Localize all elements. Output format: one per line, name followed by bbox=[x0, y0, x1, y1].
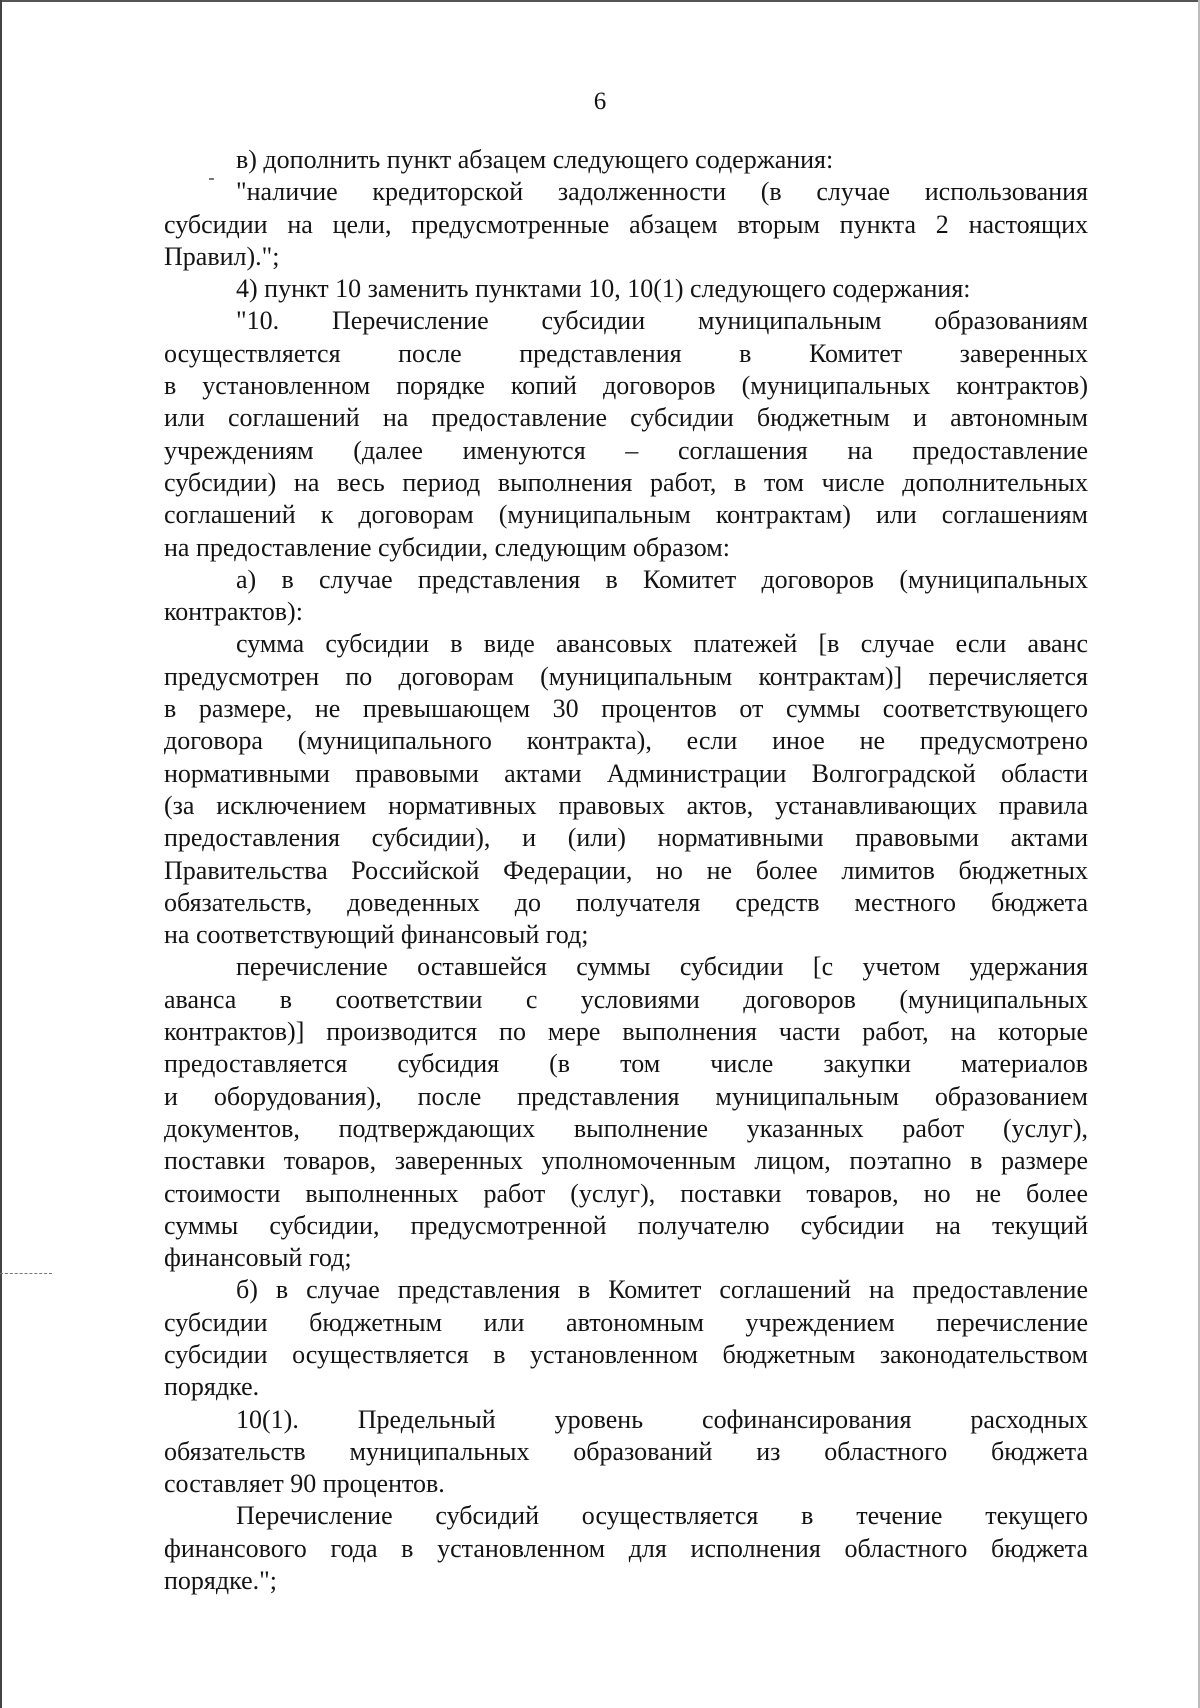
text-line: субсидии бюджетным или автономным учреждением перечисление bbox=[164, 1307, 1088, 1337]
text-line: в размере, не превышающем 30 процентов от суммы соответствующего bbox=[164, 694, 1088, 724]
text-line: стоимости выполненных работ (услуг), поставки товаров, но не более bbox=[164, 1178, 1088, 1208]
text-line: поставки товаров, заверенных уполномоченным лицом, поэтапно в размере bbox=[164, 1146, 1088, 1176]
text-line: предоставления субсидии), и (или) нормативными правовыми актами bbox=[164, 823, 1088, 853]
text-line: Перечисление субсидий осуществляется в течение текущего bbox=[236, 1501, 1088, 1531]
text-line: субсидии на цели, предусмотренные абзацем вторым пункта 2 настоящих bbox=[164, 209, 1088, 239]
text-line: обязательств муниципальных образований из областного бюджета bbox=[164, 1436, 1088, 1466]
text-line: перечисление оставшейся суммы субсидии [с учетом удержания bbox=[236, 952, 1088, 982]
text-line: финансовый год; bbox=[164, 1243, 352, 1273]
text-line: б) в случае представления в Комитет соглашений на предоставление bbox=[236, 1275, 1088, 1305]
scan-artifact-line bbox=[0, 1273, 52, 1274]
text-line: Правил)."; bbox=[164, 241, 280, 271]
scan-left-edge bbox=[0, 0, 2, 1708]
text-line: в) дополнить пункт абзацем следующего содержания: bbox=[236, 145, 834, 174]
page-number: 6 bbox=[593, 88, 607, 115]
text-line: на предоставление субсидии, следующим образом: bbox=[164, 532, 730, 562]
text-line: на соответствующий финансовый год; bbox=[164, 920, 589, 950]
text-line: или соглашений на предоставление субсидии бюджетным и автономным bbox=[164, 403, 1088, 433]
text-line: порядке. bbox=[164, 1372, 260, 1402]
text-line: аванса в соответствии с условиями договоров (муниципальных bbox=[164, 984, 1088, 1014]
text-line: суммы субсидии, предусмотренной получателю субсидии на текущий bbox=[164, 1210, 1088, 1240]
text-line: соглашений к договорам (муниципальным контрактам) или соглашениям bbox=[164, 500, 1088, 530]
text-line: учреждениям (далее именуются – соглашения на предоставление bbox=[164, 435, 1088, 465]
scan-top-edge bbox=[0, 0, 1200, 2]
text-line: финансового года в установленном для исполнения областного бюджета bbox=[164, 1533, 1088, 1563]
text-line: контрактов): bbox=[164, 597, 303, 627]
text-line: контрактов)] производится по мере выполнения части работ, на которые bbox=[164, 1017, 1088, 1047]
text-line: предусмотрен по договорам (муниципальным контрактам)] перечисляется bbox=[164, 661, 1088, 691]
text-line: субсидии осуществляется в установленном бюджетным законодательством bbox=[164, 1339, 1088, 1369]
text-line: договора (муниципального контракта), если иное не предусмотрено bbox=[164, 726, 1088, 756]
document-body bbox=[164, 144, 1088, 1597]
text-line: Правительства Российской Федерации, но не более лимитов бюджетных bbox=[164, 855, 1088, 885]
text-line: предоставляется субсидия (в том числе закупки материалов bbox=[164, 1049, 1088, 1079]
text-line: субсидии) на весь период выполнения работ, в том числе дополнительных bbox=[164, 467, 1088, 497]
text-line: "10. Перечисление субсидии муниципальным образованиям bbox=[236, 306, 1088, 336]
text-line: документов, подтверждающих выполнение указанных работ (услуг), bbox=[164, 1113, 1088, 1143]
text-line: сумма субсидии в виде авансовых платежей [в случае если аванс bbox=[236, 629, 1088, 659]
text-line: "наличие кредиторской задолженности (в случае использования bbox=[236, 177, 1088, 207]
text-line: порядке."; bbox=[164, 1566, 277, 1596]
text-line: и оборудования), после представления муниципальным образованием bbox=[164, 1081, 1088, 1111]
text-line: нормативными правовыми актами Администрации Волгоградской области bbox=[164, 758, 1088, 788]
text-line: обязательств, доведенных до получателя средств местного бюджета bbox=[164, 887, 1088, 917]
text-line: 4) пункт 10 заменить пунктами 10, 10(1) следующего содержания: bbox=[236, 274, 971, 304]
text-line: осуществляется после представления в Комитет заверенных bbox=[164, 338, 1088, 368]
text-line: а) в случае представления в Комитет договоров (муниципальных bbox=[236, 564, 1088, 594]
text-line: (за исключением нормативных правовых актов, устанавливающих правила bbox=[164, 790, 1088, 820]
text-line: в установленном порядке копий договоров (муниципальных контрактов) bbox=[164, 371, 1088, 401]
text-line: 10(1). Предельный уровень софинансирования расходных bbox=[236, 1404, 1088, 1434]
text-line: составляет 90 процентов. bbox=[164, 1469, 445, 1499]
